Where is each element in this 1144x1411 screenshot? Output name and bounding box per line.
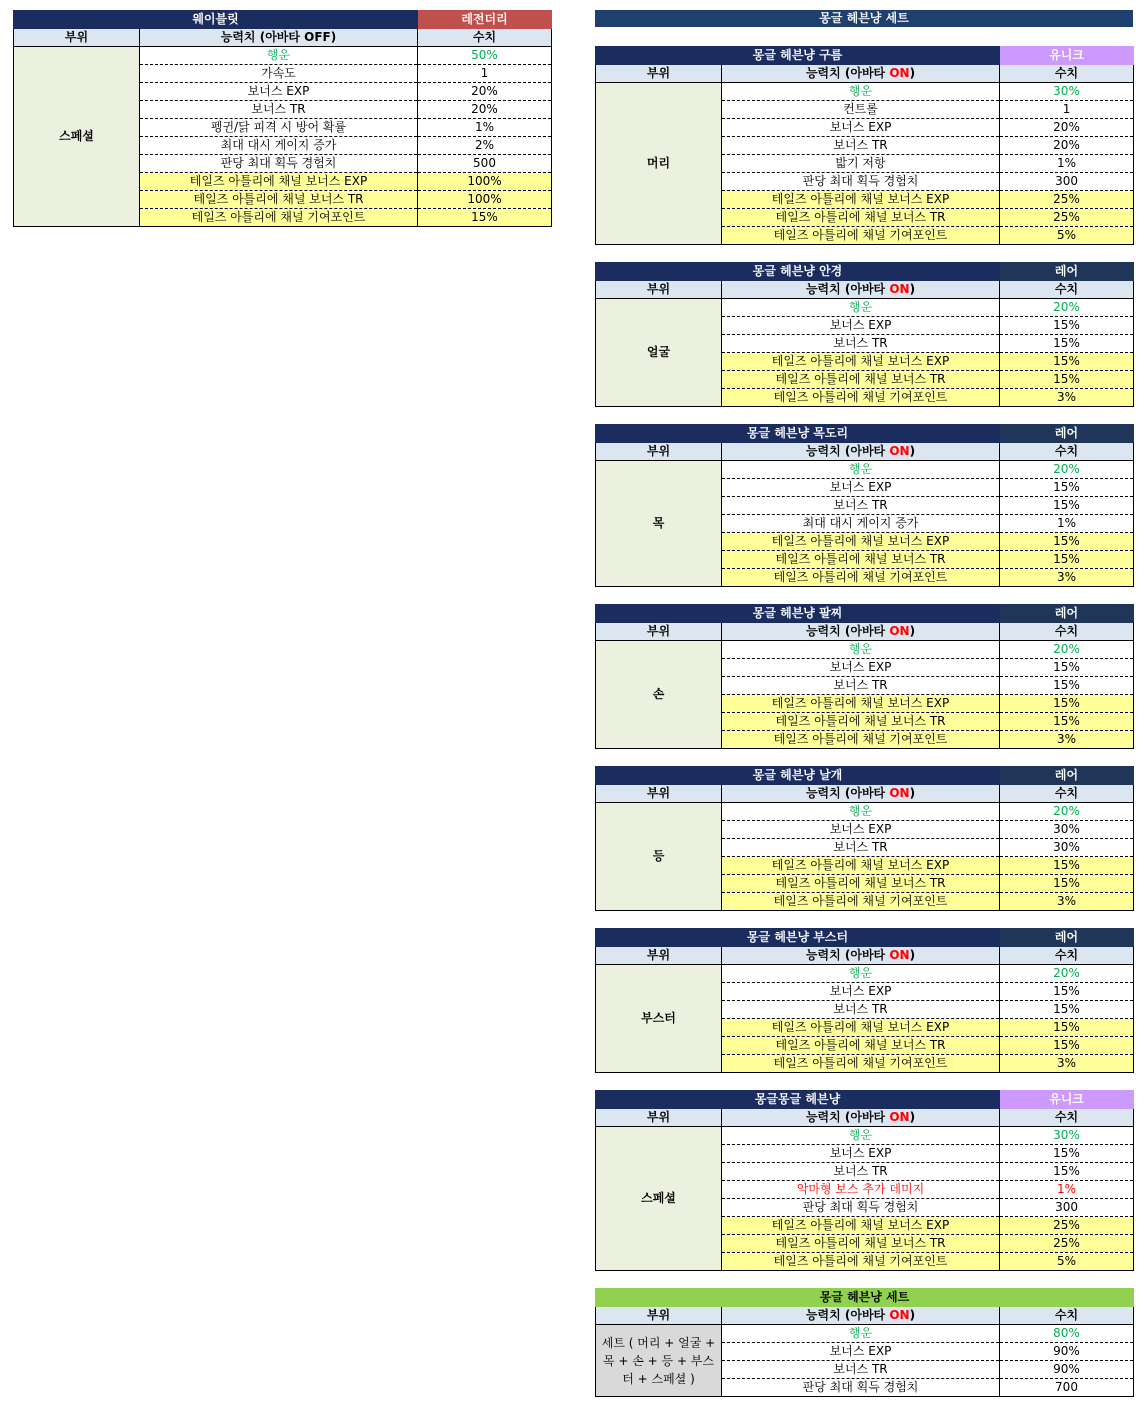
stat-value: 20% bbox=[1000, 137, 1134, 155]
stat-value: 15% bbox=[418, 209, 552, 227]
item-table bbox=[595, 424, 1134, 587]
item-table bbox=[595, 604, 1134, 749]
stat-value: 3% bbox=[1000, 1055, 1134, 1073]
stat-name: 판당 최대 획득 경험치 bbox=[722, 173, 1000, 191]
stat-name: 테일즈 아틀리에 채널 보너스 TR bbox=[722, 875, 1000, 893]
avatar-on-label: ON bbox=[889, 786, 910, 800]
stat-value: 20% bbox=[1000, 119, 1134, 137]
stat-header-suffix: ) bbox=[909, 948, 916, 962]
stat-header bbox=[722, 623, 1000, 641]
value-header: 수치 bbox=[1000, 65, 1134, 83]
set-parts-cell: 세트 ( 머리 + 얼굴 + 목 + 손 + 등 + 부스터 + 스페셜 ) bbox=[596, 1325, 722, 1397]
stat-name: 보너스 EXP bbox=[722, 821, 1000, 839]
stat-value: 15% bbox=[1000, 533, 1134, 551]
stat-name: 테일즈 아틀리에 채널 기여포인트 bbox=[140, 209, 418, 227]
part-cell: 손 bbox=[596, 641, 722, 749]
stat-name: 보너스 EXP bbox=[722, 317, 1000, 335]
wavelet-table bbox=[13, 10, 552, 227]
set-banner: 몽글 헤븐냥 세트 bbox=[595, 10, 1133, 27]
set-table bbox=[595, 1288, 1134, 1397]
grade-badge: 레어 bbox=[1000, 767, 1134, 785]
stat-name: 보너스 EXP bbox=[722, 983, 1000, 1001]
value-header: 수치 bbox=[1000, 623, 1134, 641]
stat-value: 30% bbox=[1000, 821, 1134, 839]
stat-name: 테일즈 아틀리에 채널 기여포인트 bbox=[722, 1055, 1000, 1073]
stat-header bbox=[722, 281, 1000, 299]
stat-value: 15% bbox=[1000, 713, 1134, 731]
stat-value: 15% bbox=[1000, 857, 1134, 875]
stat-value: 20% bbox=[1000, 641, 1134, 659]
stat-header-prefix: 능력치 (아바타 bbox=[805, 948, 890, 962]
stat-value: 20% bbox=[418, 101, 552, 119]
stat-name: 보너스 TR bbox=[722, 1361, 1000, 1379]
stat-name: 테일즈 아틀리에 채널 보너스 TR bbox=[722, 1235, 1000, 1253]
item-title: 몽글 헤븐냥 부스터 bbox=[596, 929, 1000, 947]
stat-value: 3% bbox=[1000, 389, 1134, 407]
stat-header-suffix: ) bbox=[909, 1308, 916, 1322]
stat-header bbox=[722, 947, 1000, 965]
stat-header-prefix: 능력치 (아바타 bbox=[805, 786, 890, 800]
part-cell: 얼굴 bbox=[596, 299, 722, 407]
value-header: 수치 bbox=[418, 29, 552, 47]
stat-name: 행운 bbox=[722, 1127, 1000, 1145]
part-cell: 스페셜 bbox=[14, 47, 140, 227]
stat-value: 3% bbox=[1000, 731, 1134, 749]
stat-value: 15% bbox=[1000, 695, 1134, 713]
stat-name: 행운 bbox=[722, 299, 1000, 317]
avatar-on-label: ON bbox=[889, 282, 910, 296]
item-table bbox=[595, 766, 1134, 911]
stat-value: 1% bbox=[1000, 515, 1134, 533]
grade-badge: 유니크 bbox=[1000, 1091, 1134, 1109]
stat-name: 테일즈 아틀리에 채널 보너스 EXP bbox=[722, 695, 1000, 713]
stat-name: 행운 bbox=[722, 461, 1000, 479]
item-table bbox=[595, 46, 1134, 245]
stat-value: 15% bbox=[1000, 1037, 1134, 1055]
stat-name: 컨트롤 bbox=[722, 101, 1000, 119]
stat-name: 보너스 TR bbox=[722, 677, 1000, 695]
stat-value: 15% bbox=[1000, 551, 1134, 569]
item-title: 몽글 헤븐냥 목도리 bbox=[596, 425, 1000, 443]
value-header: 수치 bbox=[1000, 1307, 1134, 1325]
stat-name: 보너스 EXP bbox=[140, 83, 418, 101]
part-header: 부위 bbox=[596, 1307, 722, 1325]
stat-name: 보너스 EXP bbox=[722, 119, 1000, 137]
stat-name: 테일즈 아틀리에 채널 보너스 TR bbox=[722, 551, 1000, 569]
value-header: 수치 bbox=[1000, 947, 1134, 965]
stat-name: 테일즈 아틀리에 채널 기여포인트 bbox=[722, 227, 1000, 245]
grade-badge: 유니크 bbox=[1000, 47, 1134, 65]
stat-value: 15% bbox=[1000, 497, 1134, 515]
grade-badge: 레어 bbox=[1000, 929, 1134, 947]
stat-header-prefix: 능력치 (아바타 bbox=[805, 444, 890, 458]
stat-header-suffix: ) bbox=[909, 444, 916, 458]
part-header: 부위 bbox=[596, 623, 722, 641]
stat-name: 판당 최대 획득 경험치 bbox=[140, 155, 418, 173]
stat-header-prefix: 능력치 (아바타 bbox=[805, 1110, 890, 1124]
part-header: 부위 bbox=[596, 947, 722, 965]
stat-header-prefix: 능력치 (아바타 bbox=[805, 66, 890, 80]
stat-name: 테일즈 아틀리에 채널 기여포인트 bbox=[722, 569, 1000, 587]
stat-value: 20% bbox=[1000, 803, 1134, 821]
stat-header-suffix: ) bbox=[909, 624, 916, 638]
stat-value: 90% bbox=[1000, 1343, 1134, 1361]
grade-badge: 레어 bbox=[1000, 605, 1134, 623]
stat-value: 300 bbox=[1000, 1199, 1134, 1217]
stat-name: 보너스 TR bbox=[140, 101, 418, 119]
stat-header-suffix: ) bbox=[909, 282, 916, 296]
stat-value: 20% bbox=[1000, 461, 1134, 479]
stat-name: 판당 최대 획득 경험치 bbox=[722, 1379, 1000, 1397]
stat-value: 5% bbox=[1000, 1253, 1134, 1271]
stat-value: 15% bbox=[1000, 371, 1134, 389]
stat-name: 테일즈 아틀리에 채널 보너스 TR bbox=[722, 209, 1000, 227]
stat-name: 테일즈 아틀리에 채널 보너스 EXP bbox=[722, 1019, 1000, 1037]
stat-name: 행운 bbox=[140, 47, 418, 65]
avatar-on-label: ON bbox=[889, 444, 910, 458]
stat-name: 보너스 EXP bbox=[722, 1145, 1000, 1163]
stat-name: 테일즈 아틀리에 채널 보너스 TR bbox=[722, 371, 1000, 389]
avatar-on-label: ON bbox=[889, 66, 910, 80]
part-header: 부위 bbox=[596, 443, 722, 461]
stat-name: 악마형 보스 추가 데미지 bbox=[722, 1181, 1000, 1199]
stat-name: 테일즈 아틀리에 채널 보너스 EXP bbox=[722, 533, 1000, 551]
stat-value: 20% bbox=[418, 83, 552, 101]
stat-value: 1 bbox=[418, 65, 552, 83]
stat-name: 보너스 TR bbox=[722, 335, 1000, 353]
stat-value: 15% bbox=[1000, 479, 1134, 497]
stat-value: 15% bbox=[1000, 1001, 1134, 1019]
stat-header-suffix: ) bbox=[909, 66, 916, 80]
stat-name: 최대 대시 게이지 증가 bbox=[722, 515, 1000, 533]
item-table bbox=[595, 928, 1134, 1073]
stat-value: 30% bbox=[1000, 839, 1134, 857]
stat-value: 20% bbox=[1000, 965, 1134, 983]
stat-header-suffix: ) bbox=[909, 786, 916, 800]
stat-value: 15% bbox=[1000, 1145, 1134, 1163]
stat-name: 보너스 TR bbox=[722, 497, 1000, 515]
stat-name: 밟기 저항 bbox=[722, 155, 1000, 173]
item-table bbox=[595, 262, 1134, 407]
stat-value: 30% bbox=[1000, 83, 1134, 101]
stat-value: 90% bbox=[1000, 1361, 1134, 1379]
stat-value: 15% bbox=[1000, 875, 1134, 893]
value-header: 수치 bbox=[1000, 1109, 1134, 1127]
stat-name: 테일즈 아틀리에 채널 보너스 EXP bbox=[722, 353, 1000, 371]
stat-name: 테일즈 아틀리에 채널 기여포인트 bbox=[722, 893, 1000, 911]
item-table bbox=[595, 1090, 1134, 1271]
stat-value: 25% bbox=[1000, 209, 1134, 227]
part-cell: 목 bbox=[596, 461, 722, 587]
stat-name: 테일즈 아틀리에 채널 기여포인트 bbox=[722, 389, 1000, 407]
stat-name: 행운 bbox=[722, 1325, 1000, 1343]
avatar-on-label: ON bbox=[889, 1110, 910, 1124]
stat-value: 15% bbox=[1000, 1019, 1134, 1037]
stat-name: 테일즈 아틀리에 채널 보너스 TR bbox=[140, 191, 418, 209]
item-title: 몽글 헤븐냥 안경 bbox=[596, 263, 1000, 281]
stat-name: 테일즈 아틀리에 채널 보너스 TR bbox=[722, 713, 1000, 731]
set-title: 몽글 헤븐냥 세트 bbox=[596, 1289, 1134, 1307]
stat-name: 행운 bbox=[722, 803, 1000, 821]
stat-value: 15% bbox=[1000, 677, 1134, 695]
stat-name: 보너스 EXP bbox=[722, 659, 1000, 677]
item-title: 몽글 헤븐냥 구름 bbox=[596, 47, 1000, 65]
stat-value: 25% bbox=[1000, 191, 1134, 209]
stat-name: 보너스 TR bbox=[722, 1163, 1000, 1181]
avatar-on-label: ON bbox=[889, 624, 910, 638]
stat-value: 15% bbox=[1000, 659, 1134, 677]
grade-badge: 레어 bbox=[1000, 425, 1134, 443]
stat-header-prefix: 능력치 (아바타 bbox=[805, 1308, 890, 1322]
stat-value: 15% bbox=[1000, 983, 1134, 1001]
item-title: 몽글 헤븐냥 날개 bbox=[596, 767, 1000, 785]
stat-value: 3% bbox=[1000, 893, 1134, 911]
stat-name: 보너스 TR bbox=[722, 137, 1000, 155]
part-cell: 부스터 bbox=[596, 965, 722, 1073]
stat-name: 테일즈 아틀리에 채널 보너스 EXP bbox=[722, 191, 1000, 209]
stat-name: 최대 대시 게이지 증가 bbox=[140, 137, 418, 155]
stat-value: 25% bbox=[1000, 1217, 1134, 1235]
value-header: 수치 bbox=[1000, 281, 1134, 299]
part-cell: 스페셜 bbox=[596, 1127, 722, 1271]
stat-value: 1% bbox=[418, 119, 552, 137]
stat-header bbox=[722, 65, 1000, 83]
stat-header bbox=[722, 443, 1000, 461]
item-title: 몽글몽글 헤븐냥 bbox=[596, 1091, 1000, 1109]
part-header: 부위 bbox=[596, 65, 722, 83]
stat-name: 행운 bbox=[722, 641, 1000, 659]
stat-header-suffix: ) bbox=[909, 1110, 916, 1124]
stat-value: 300 bbox=[1000, 173, 1134, 191]
stat-name: 테일즈 아틀리에 채널 보너스 EXP bbox=[722, 857, 1000, 875]
part-header: 부위 bbox=[596, 1109, 722, 1127]
part-header: 부위 bbox=[14, 29, 140, 47]
grade-badge: 레어 bbox=[1000, 263, 1134, 281]
part-cell: 등 bbox=[596, 803, 722, 911]
stat-name: 가속도 bbox=[140, 65, 418, 83]
stat-header bbox=[722, 1307, 1000, 1325]
part-header: 부위 bbox=[596, 785, 722, 803]
stat-name: 테일즈 아틀리에 채널 보너스 TR bbox=[722, 1037, 1000, 1055]
stat-value: 30% bbox=[1000, 1127, 1134, 1145]
stat-header-prefix: 능력치 (아바타 bbox=[805, 624, 890, 638]
stat-value: 2% bbox=[418, 137, 552, 155]
stat-header-prefix: 능력치 (아바타 bbox=[805, 282, 890, 296]
stat-name: 보너스 EXP bbox=[722, 479, 1000, 497]
item-title: 몽글 헤븐냥 팔찌 bbox=[596, 605, 1000, 623]
avatar-on-label: ON bbox=[889, 948, 910, 962]
stat-value: 1% bbox=[1000, 155, 1134, 173]
stat-value: 80% bbox=[1000, 1325, 1134, 1343]
stat-value: 15% bbox=[1000, 1163, 1134, 1181]
value-header: 수치 bbox=[1000, 785, 1134, 803]
stat-name: 테일즈 아틀리에 채널 보너스 EXP bbox=[722, 1217, 1000, 1235]
avatar-on-label: ON bbox=[889, 1308, 910, 1322]
stat-name: 행운 bbox=[722, 83, 1000, 101]
stat-header: 능력치 (아바타 OFF) bbox=[140, 29, 418, 47]
part-header: 부위 bbox=[596, 281, 722, 299]
stat-name: 테일즈 아틀리에 채널 기여포인트 bbox=[722, 731, 1000, 749]
stat-name: 보너스 TR bbox=[722, 1001, 1000, 1019]
stat-value: 5% bbox=[1000, 227, 1134, 245]
stat-name: 보너스 TR bbox=[722, 839, 1000, 857]
stat-value: 3% bbox=[1000, 569, 1134, 587]
stat-value: 15% bbox=[1000, 317, 1134, 335]
stat-header bbox=[722, 1109, 1000, 1127]
stat-value: 500 bbox=[418, 155, 552, 173]
value-header: 수치 bbox=[1000, 443, 1134, 461]
stat-value: 15% bbox=[1000, 335, 1134, 353]
stat-header bbox=[722, 785, 1000, 803]
stat-value: 700 bbox=[1000, 1379, 1134, 1397]
stat-value: 15% bbox=[1000, 353, 1134, 371]
stat-name: 테일즈 아틀리에 채널 기여포인트 bbox=[722, 1253, 1000, 1271]
stat-name: 행운 bbox=[722, 965, 1000, 983]
stat-name: 보너스 EXP bbox=[722, 1343, 1000, 1361]
stat-value: 1% bbox=[1000, 1181, 1134, 1199]
stat-value: 50% bbox=[418, 47, 552, 65]
stat-value: 100% bbox=[418, 191, 552, 209]
stat-name: 판당 최대 획득 경험치 bbox=[722, 1199, 1000, 1217]
stat-name: 테일즈 아틀리에 채널 보너스 EXP bbox=[140, 173, 418, 191]
stat-value: 20% bbox=[1000, 299, 1134, 317]
grade-badge: 레전더리 bbox=[418, 11, 552, 29]
stat-value: 1 bbox=[1000, 101, 1134, 119]
part-cell: 머리 bbox=[596, 83, 722, 245]
item-title: 웨이블릿 bbox=[14, 11, 418, 29]
stat-value: 25% bbox=[1000, 1235, 1134, 1253]
stat-name: 펭귄/닭 피격 시 방어 확률 bbox=[140, 119, 418, 137]
stat-value: 100% bbox=[418, 173, 552, 191]
